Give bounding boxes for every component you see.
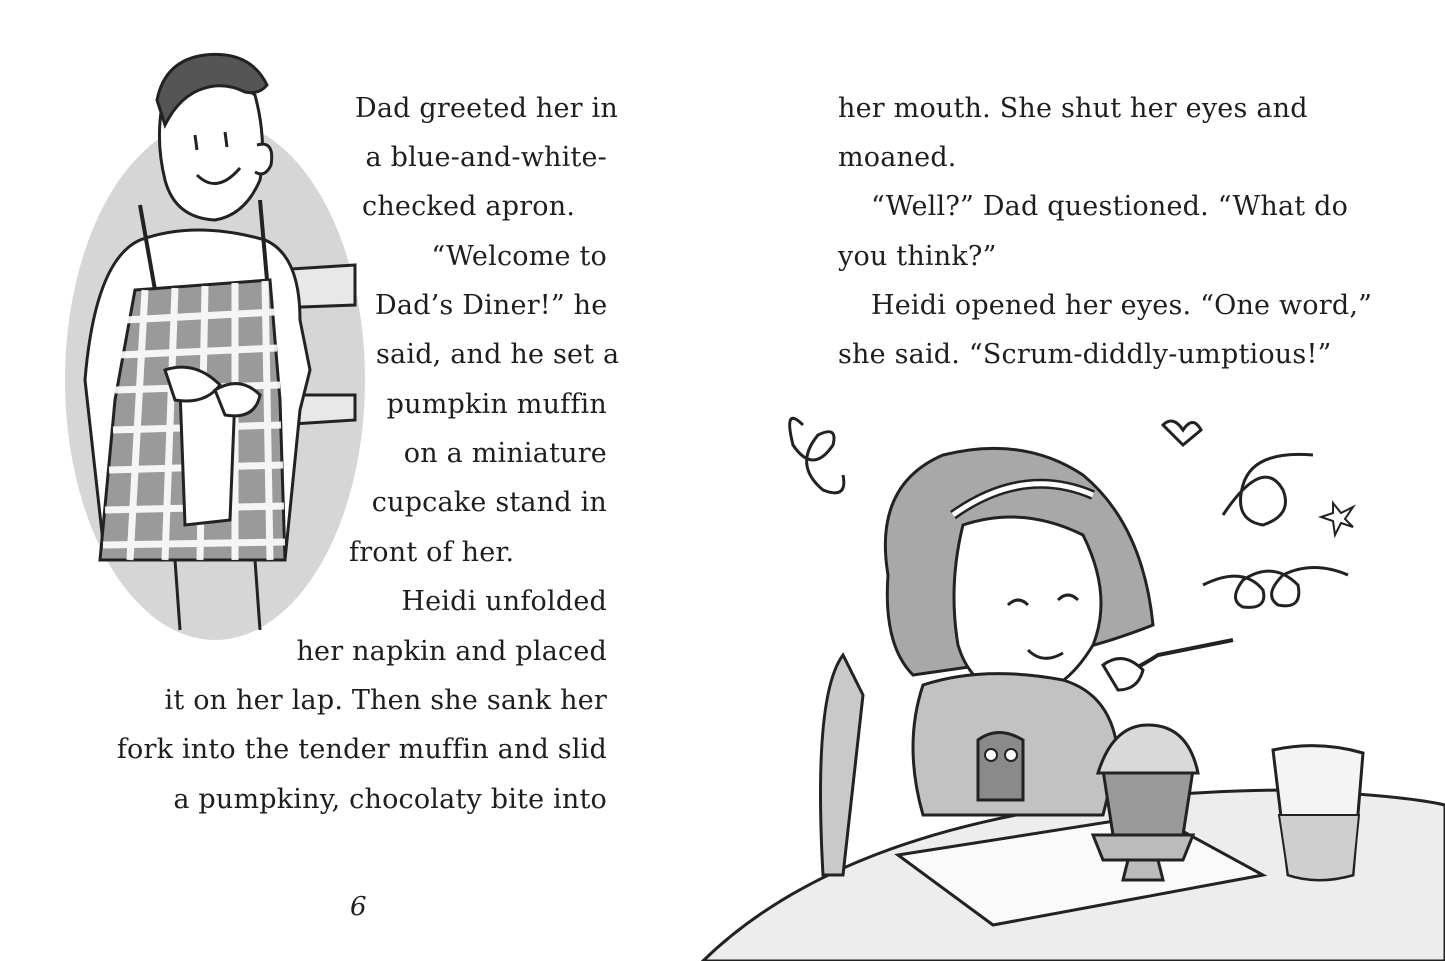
- text-line: you think?”: [838, 241, 997, 272]
- right-page: [723, 0, 1445, 961]
- text-line: Dad’s Diner!” he: [375, 290, 608, 321]
- text-line: her napkin and placed: [296, 636, 607, 667]
- text-line: cupcake stand in: [371, 487, 607, 518]
- text-line: her mouth. She shut her eyes and: [838, 93, 1308, 124]
- heidi-illustration: [723, 395, 1445, 961]
- text-line: Dad greeted her in: [355, 93, 618, 124]
- text-line: front of her.: [349, 537, 515, 568]
- text-line: Heidi opened her eyes. “One word,”: [871, 290, 1373, 321]
- left-page: [0, 0, 722, 961]
- text-line: she said. “Scrum-diddly-umptious!”: [838, 339, 1332, 370]
- text-line: on a miniature: [403, 438, 607, 469]
- text-line: checked apron.: [362, 191, 576, 222]
- text-line: said, and he set a: [376, 339, 620, 370]
- text-line: fork into the tender muffin and slid: [116, 734, 607, 765]
- dad-illustration: [45, 40, 365, 650]
- page-number: 6: [350, 892, 367, 922]
- text-line: a pumpkiny, chocolaty bite into: [173, 784, 607, 815]
- text-line: pumpkin muffin: [386, 389, 607, 420]
- text-line: “Well?” Dad questioned. “What do: [871, 191, 1349, 222]
- text-line: a blue-and-white-: [365, 142, 607, 173]
- text-line: moaned.: [838, 142, 957, 173]
- text-line: Heidi unfolded: [401, 586, 607, 617]
- text-line: it on her lap. Then she sank her: [164, 685, 607, 716]
- text-line: “Welcome to: [431, 241, 607, 272]
